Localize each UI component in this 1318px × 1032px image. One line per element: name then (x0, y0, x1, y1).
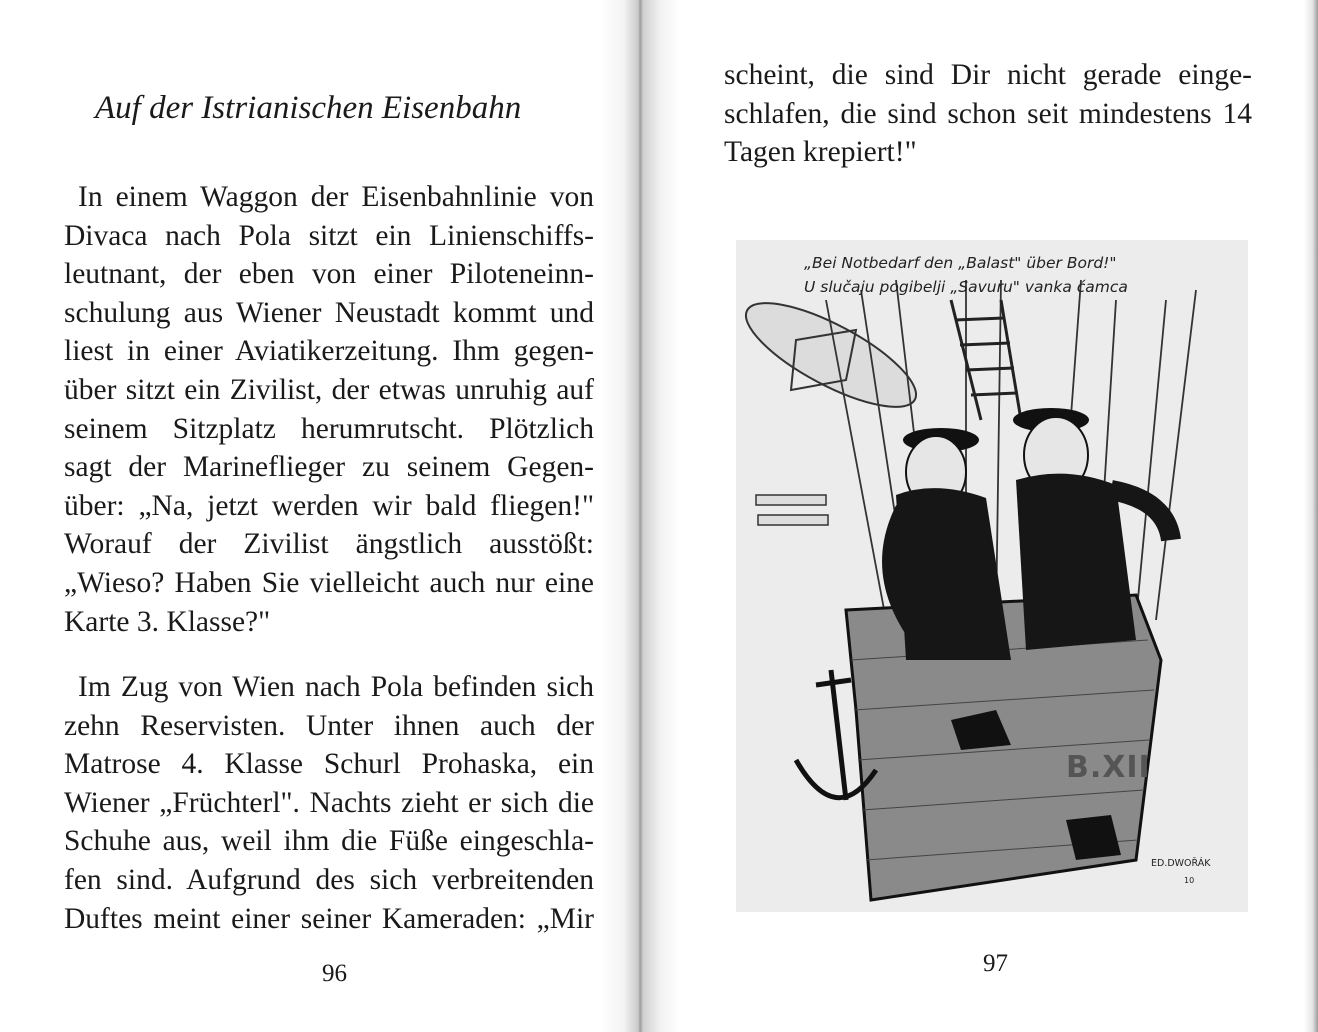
page-number-left: 96 (322, 960, 347, 987)
text-line: seinem Sitzplatz herumrutscht. Plötzlich (64, 412, 594, 445)
text-line: über sitzt ein Zivilist, der etwas unruhig auf (64, 373, 594, 406)
text-line: sagt der Marineflieger zu seinem Gegen- (64, 451, 594, 484)
left-page (0, 0, 640, 1032)
text-line: „Wieso? Haben Sie vielleicht auch nur eine (64, 566, 594, 599)
book-gutter (600, 0, 680, 1032)
text-line: Schuhe aus, weil ihm die Füße eingeschla- (64, 825, 594, 858)
text-line: Wiener „Früchterl". Nachts zieht er sich die (64, 786, 594, 819)
cartoon-drawing (736, 240, 1248, 912)
text-line: Divaca nach Pola sitzt ein Linienschiffs- (64, 219, 594, 252)
text-line: Karte 3. Klasse?" (64, 605, 271, 638)
text-line: zehn Reservisten. Unter ihnen auch der (64, 709, 594, 742)
basket-label: B.XII (1066, 750, 1151, 785)
page-number-right: 97 (983, 950, 1008, 977)
caption-german: „Bei Notbedarf den „Balast" über Bord!" (804, 254, 1117, 272)
signature-year: 10 (1184, 876, 1195, 885)
text-line: Tagen krepiert!" (724, 136, 917, 169)
text-line: fen sind. Aufgrund des sich verbreitenden (64, 863, 594, 896)
text-line: Duftes meint einer seiner Kameraden: „Mir (64, 902, 594, 935)
text-line: schulung aus Wiener Neustadt kommt und (64, 296, 594, 329)
text-line: liest in einer Aviatikerzeitung. Ihm gegen- (64, 335, 594, 368)
text-line: Im Zug von Wien nach Pola befinden sich (78, 671, 594, 703)
paragraph-1 (64, 178, 594, 641)
text-line: Matrose 4. Klasse Schurl Prohaska, ein (64, 748, 594, 781)
page-edge-shadow (1304, 0, 1318, 1032)
text-line: schlafen, die sind schon seit mindestens 14 (724, 97, 1252, 130)
text-line: über: „Na, jetzt werden wir bald fliegen!" (64, 489, 594, 522)
artist-signature: ED.DWOŘÁK (1151, 858, 1211, 869)
text-line: Worauf der Zivilist ängstlich ausstößt: (64, 528, 594, 561)
continuation-paragraph (724, 56, 1252, 172)
caption-croatian: U slučaju pogibelji „Savuru" vanka ćamca (804, 278, 1128, 296)
paragraph-2 (64, 668, 594, 938)
text-line: In einem Waggon der Eisenbahnlinie von (78, 181, 594, 213)
cartoon-illustration (736, 240, 1248, 912)
text-line: scheint, die sind Dir nicht gerade einge- (724, 59, 1252, 91)
text-line: leutnant, der eben von einer Piloteneinn- (64, 258, 594, 291)
chapter-title: Auf der Istrianischen Eisenbahn (95, 90, 522, 126)
